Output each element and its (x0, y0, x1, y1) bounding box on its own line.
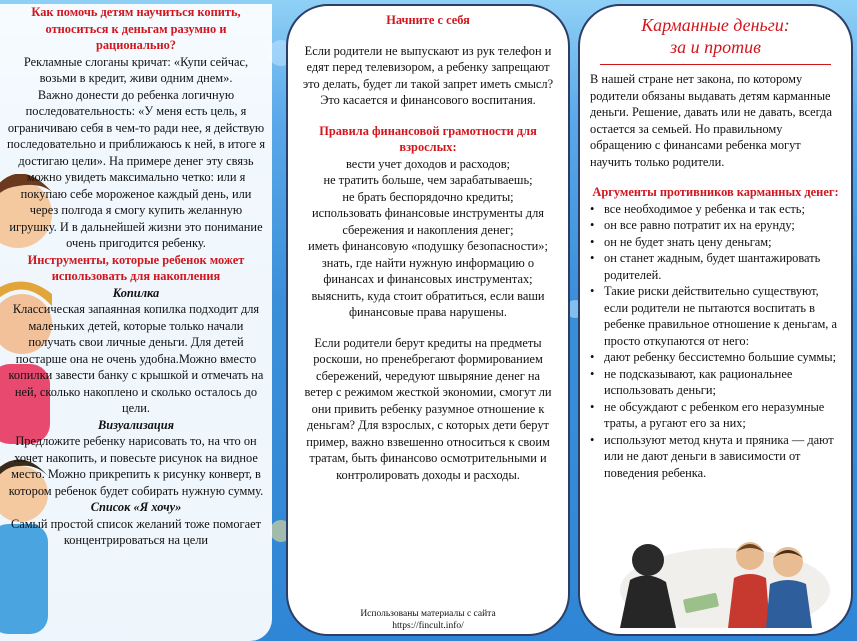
source-note (288, 608, 568, 632)
middle-panel (286, 4, 570, 636)
paragraph: Если родители берут кредиты на предметы роскоши, но пренебрегают формированием сбережений, чередуют швыряние денег на ветер с режимом жесткой экономии, смогут ли они привить ребенку разумное отношение к деньгам? Для взрослых, с которых дети берут пример, важно взвешенно относиться к своим тратам, быть финансово осмотрительными и контролировать доходы и расходы. (304, 335, 552, 482)
family-money-photo (620, 530, 830, 628)
page-title (590, 14, 841, 58)
paragraph: Предложите ребенку нарисовать то, на что он хочет накопить, и повесьте рисунок на видное место. Можно прикрепить к рисунку конверт, в котором ребенок будет собирать нужную сумму. (8, 434, 264, 498)
rule-item: знать, где найти нужную информацию о финансах и финансовых инструментах; (321, 255, 535, 286)
heading: Правила финансовой грамотности для взрослых: (319, 123, 537, 154)
title-line: за и против (670, 37, 761, 57)
arguments-list (590, 201, 841, 482)
subheading: Визуализация (97, 417, 175, 432)
subheading: Список «Я хочу» (90, 500, 182, 514)
list-item: • Такие риски действительно существуют, если родители не пытаются воспитать в ребенке правильное отношение к деньгам, а просто откупаются от него: (590, 283, 841, 349)
list-item: • он все равно потратит их на ерунду; (590, 217, 841, 234)
list-item: • все необходимое у ребенка и так есть; (590, 201, 841, 218)
rule-item: не тратить больше, чем зарабатываешь; (323, 173, 533, 187)
list-item: • не обсуждают с ребенком его неразумные траты, а ругают его за них; (590, 399, 841, 432)
paragraph: В нашей стране нет закона, по которому родители обязаны выдавать детям карманные деньги. Решение, давать или не давать, всегда остается за семьей. Но правильному обращению с финансами ребенка могут научить только родители. (590, 72, 832, 169)
source-label: Использованы материалы с сайта (360, 609, 496, 619)
rule-item: вести учет доходов и расходов; (346, 156, 510, 171)
paragraph: Если родители не выпускают из рук телефон и едят перед телевизором, а ребенку запрещают это делать, будет ли такой запрет иметь смысл? Это касается и финансового воспитания. (302, 43, 554, 107)
list-item: • дают ребенку бессистемно большие суммы; (590, 349, 841, 366)
rule-item: не брать беспорядочно кредиты; (342, 189, 514, 204)
paragraph: Классическая запаянная копилка подходит для маленьких детей, которые только начали получать свои личные деньги. Для детей постарше она не очень удобна.Можно вместо копилки завести банку с крышкой и отмечать на ней, сколько накоплено и сколько осталось до цели. (8, 302, 264, 415)
paragraph: Важно донести до ребенка логичную последовательность: «У меня есть цель, я ограничиваю себя в чем-то ради нее, я действую последовательно и приближаюсь к ней, в итоге я достигаю цели». На примере денег эту связь можно увидеть максимально четко: или я покупаю себе мороженое каждый день, или через полгода я смогу купить желанную игрушку. И в дальнейшей жизни это понимание очень пригодится ребенку. (6, 87, 266, 250)
list-item: • не подсказывают, как рациональнее использовать деньги; (590, 366, 841, 399)
rule-item: использовать финансовые инструменты для сбережения и накопления денег; (312, 206, 544, 237)
subheading: Копилка (112, 285, 160, 300)
list-item: • он станет жадным, будет шантажировать родителей. (590, 250, 841, 283)
right-panel (578, 4, 853, 636)
list-item: • используют метод кнута и пряника — дают или не дают деньги в зависимости от поведения ребенка. (590, 432, 841, 482)
heading: Начните с себя (386, 13, 470, 27)
heading: Аргументы противников карманных денег: (592, 185, 839, 199)
source-link[interactable]: https://fincult.info/ (392, 621, 464, 631)
heading: Как помочь детям научиться копить, относиться к деньгам разумно и рационально? (31, 5, 241, 52)
left-panel (0, 4, 272, 641)
divider (600, 64, 831, 65)
list-item: • он не будет знать цену деньгам; (590, 234, 841, 251)
rule-item: иметь финансовую «подушку безопасности»; (308, 239, 548, 253)
paragraph: Самый простой список желаний тоже помогает концентрироваться на цели (10, 516, 262, 547)
heading: Инструменты, которые ребенок может использовать для накопления (27, 252, 245, 283)
rule-item: выяснить, куда стоит обратиться, если ваши финансовые права нарушены. (311, 288, 545, 319)
title-line: Карманные деньги: (641, 15, 790, 35)
paragraph: Рекламные слоганы кричат: «Купи сейчас, возьми в кредит, живи одним днем». (23, 54, 249, 85)
